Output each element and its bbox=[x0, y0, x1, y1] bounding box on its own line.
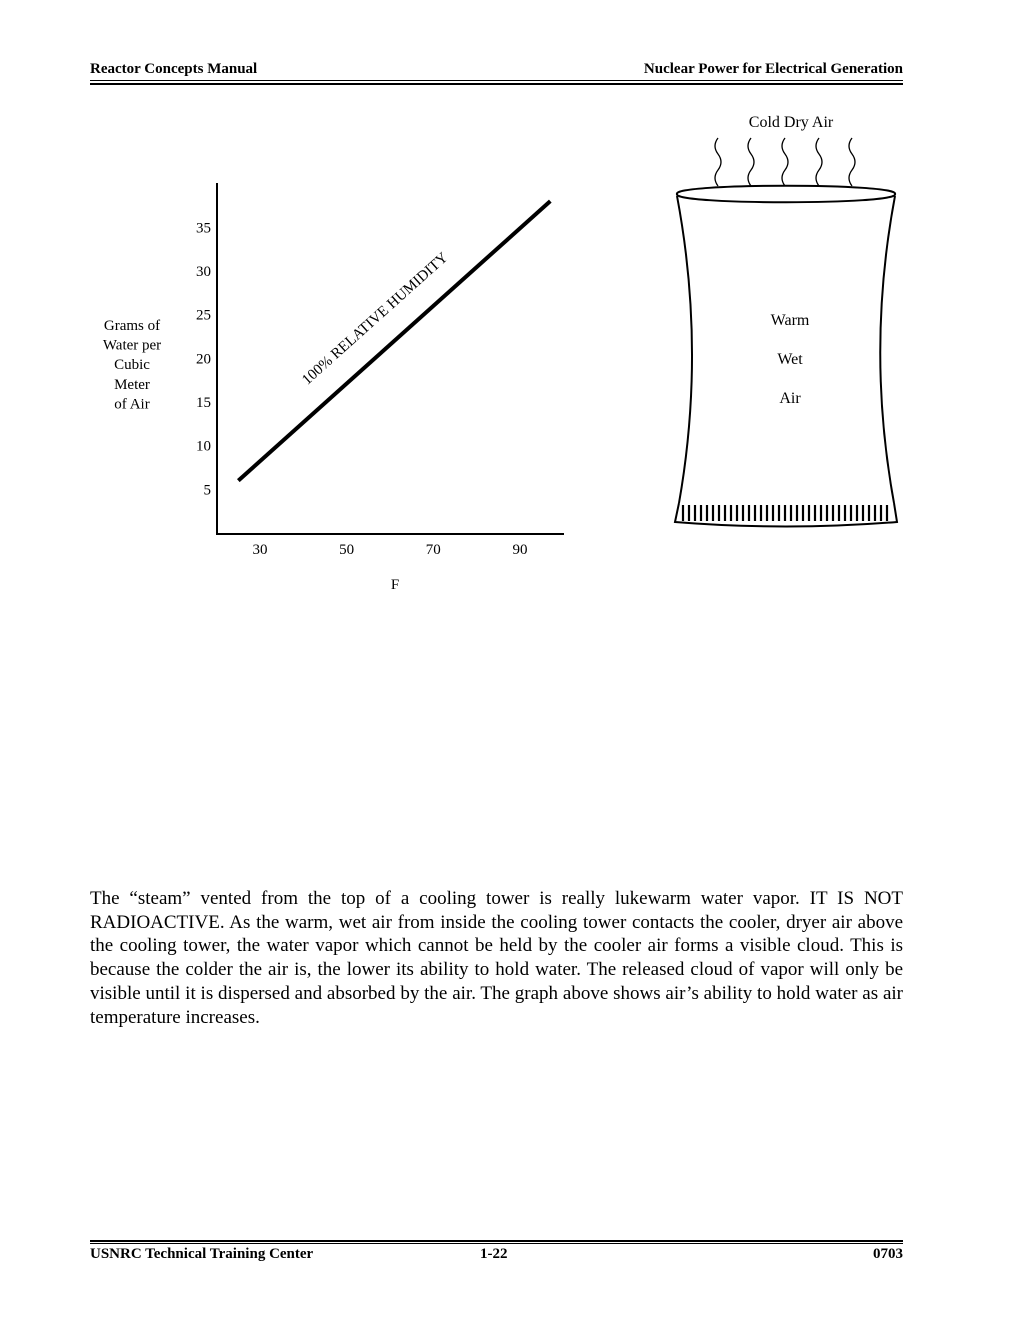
tower-top-rim bbox=[677, 186, 895, 203]
series-layer bbox=[238, 201, 550, 480]
footer-right: 0703 bbox=[873, 1246, 903, 1262]
tower-inside-label-line: Air bbox=[779, 390, 801, 407]
cold-dry-air-label: Cold Dry Air bbox=[748, 114, 834, 131]
y-tick-label: 10 bbox=[196, 438, 211, 455]
x-tick-label: 90 bbox=[512, 542, 528, 558]
x-axis-label: F bbox=[390, 577, 400, 593]
cooling-tower bbox=[675, 114, 897, 527]
vapor-wave bbox=[748, 138, 754, 186]
y-tick-label: 35 bbox=[196, 220, 211, 237]
y-axis-label bbox=[103, 318, 161, 412]
vapor-wave bbox=[715, 138, 721, 186]
humidity-chart bbox=[103, 183, 564, 593]
footer-left: USNRC Technical Training Center bbox=[90, 1246, 314, 1262]
y-axis-label-line: of Air bbox=[114, 396, 150, 413]
tower-left-wall bbox=[677, 196, 692, 503]
body-paragraph: The “steam” vented from the top of a cooling tower is really lukewarm water vapor. IT IS NOT RADIOACTIVE. As the warm, wet air from inside the cooling tower contacts the cooler, dryer air above the cooling tower, the water vapor which cannot be held by the cooler air forms a visible cloud. This is because the colder the air is, the lower its ability to hold water. The released cloud of vapor will only be visible until it is dispersed and absorbed by the air. The graph above shows air’s ability to hold water as air temperature increases. bbox=[90, 888, 903, 1028]
vapor-wave bbox=[816, 138, 822, 186]
figure-area bbox=[0, 0, 1023, 620]
y-tick-label: 20 bbox=[196, 351, 211, 368]
vapor-waves bbox=[715, 138, 855, 186]
footer-rule-thick bbox=[90, 1240, 903, 1242]
vapor-wave bbox=[782, 138, 788, 186]
x-tick-label: 50 bbox=[339, 542, 355, 558]
series-label: 100% RELATIVE HUMIDITY bbox=[299, 249, 452, 389]
humidity-series-line bbox=[238, 201, 550, 480]
vapor-wave bbox=[849, 138, 855, 186]
tower-right-wall bbox=[880, 196, 895, 503]
footer-page-number: 1-22 bbox=[480, 1246, 508, 1262]
y-tick-label: 25 bbox=[196, 307, 211, 324]
header-right-title: Nuclear Power for Electrical Generation bbox=[643, 61, 903, 77]
warm-wet-air-label bbox=[771, 312, 810, 407]
y-tick-labels bbox=[196, 220, 211, 498]
tower-inside-label-line: Warm bbox=[770, 312, 810, 329]
y-tick-label: 15 bbox=[196, 395, 211, 412]
x-tick-label: 70 bbox=[425, 542, 441, 558]
y-tick-label: 30 bbox=[196, 264, 211, 281]
footer-rule-thin bbox=[90, 1243, 903, 1244]
y-tick-label: 5 bbox=[203, 482, 211, 499]
tower-inside-label-line: Wet bbox=[777, 351, 803, 368]
x-tick-labels bbox=[252, 542, 527, 558]
tower-base-slats bbox=[683, 505, 887, 521]
page-footer bbox=[90, 1246, 903, 1266]
x-tick-label: 30 bbox=[252, 542, 268, 558]
y-axis-label-line: Cubic bbox=[114, 357, 150, 374]
y-axis-label-line: Water per bbox=[102, 337, 162, 354]
y-axis-label-line: Grams of bbox=[103, 318, 161, 334]
header-left-title: Reactor Concepts Manual bbox=[90, 61, 258, 77]
y-axis-label-line: Meter bbox=[114, 376, 150, 393]
